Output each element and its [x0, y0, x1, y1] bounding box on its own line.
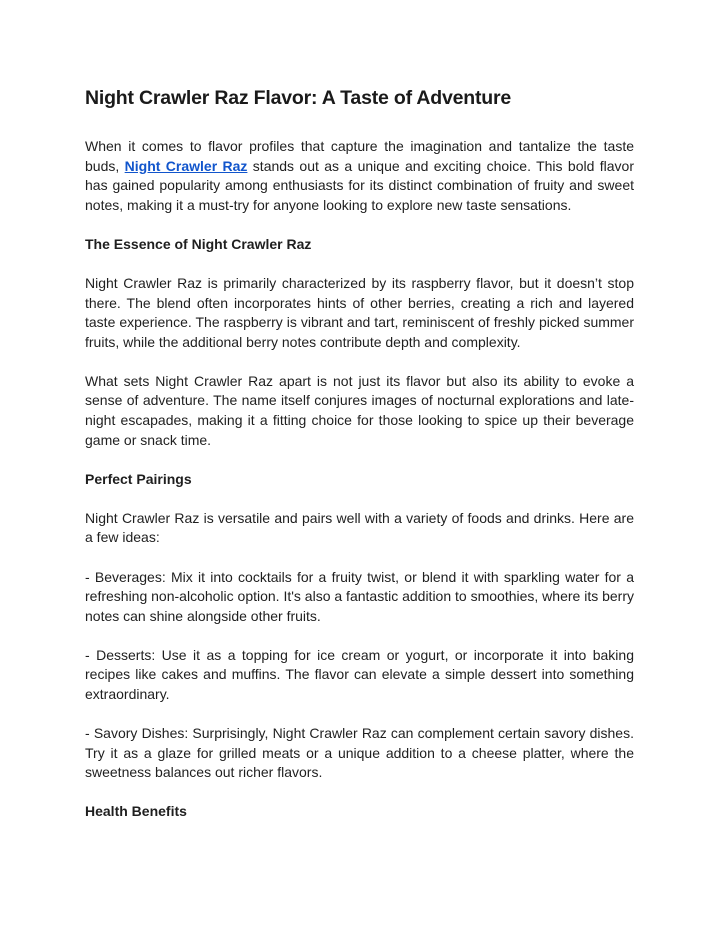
essence-paragraph-1: Night Crawler Raz is primarily characterized by its raspberry flavor, but it doesn’t stop there. The blend often incorporates hints of other berries, creating a rich and layered taste experience. The raspberry is vibrant and tart, reminiscent of freshly picked summer fruits, while the additional berry notes contribute depth and complexity. — [85, 274, 634, 350]
pairings-heading: Perfect Pairings — [85, 470, 192, 487]
pairings-savory: - Savory Dishes: Surprisingly, Night Crawler Raz can complement certain savory dishes. Try it as a glaze for grilled meats or a unique addition to a cheese platter, where the sweetness balances out richer flavors. — [85, 725, 634, 781]
document-title: Night Crawler Raz Flavor: A Taste of Adventure — [85, 87, 512, 109]
health-heading: Health Benefits — [85, 803, 187, 820]
essence-paragraph-2: What sets Night Crawler Raz apart is not just its flavor but also its ability to evoke a sense of adventure. The name itself conjures images of nocturnal explorations and late-night escapades, making it a fitting choice for those looking to spice up their beverage game or snack time. — [85, 372, 634, 448]
intro-paragraph — [85, 137, 634, 215]
intro-text-before-link: When it comes to flavor profiles that capture the imagination and tantalize the taste buds, — [85, 138, 634, 174]
pairings-intro: Night Crawler Raz is versatile and pairs well with a variety of foods and drinks. Here are a few ideas: — [85, 509, 634, 546]
night-crawler-raz-link[interactable]: Night Crawler Raz — [124, 157, 248, 174]
intro-text-after-link: stands out as a unique and exciting choice. This bold flavor has gained popularity among enthusiasts for its distinct combination of fruity and sweet notes, making it a must-try for anyone looking to explore new taste sensations. — [85, 157, 634, 213]
pairings-beverages: - Beverages: Mix it into cocktails for a fruity twist, or blend it with sparkling water for a refreshing non-alcoholic option. It's also a fantastic addition to smoothies, where its berry notes can shine alongside other fruits. — [85, 568, 634, 624]
essence-heading: The Essence of Night Crawler Raz — [85, 235, 312, 252]
pairings-desserts: - Desserts: Use it as a topping for ice cream or yogurt, or incorporate it into baking recipes like cakes and muffins. The flavor can elevate a simple dessert into something extraordinary. — [85, 646, 634, 702]
